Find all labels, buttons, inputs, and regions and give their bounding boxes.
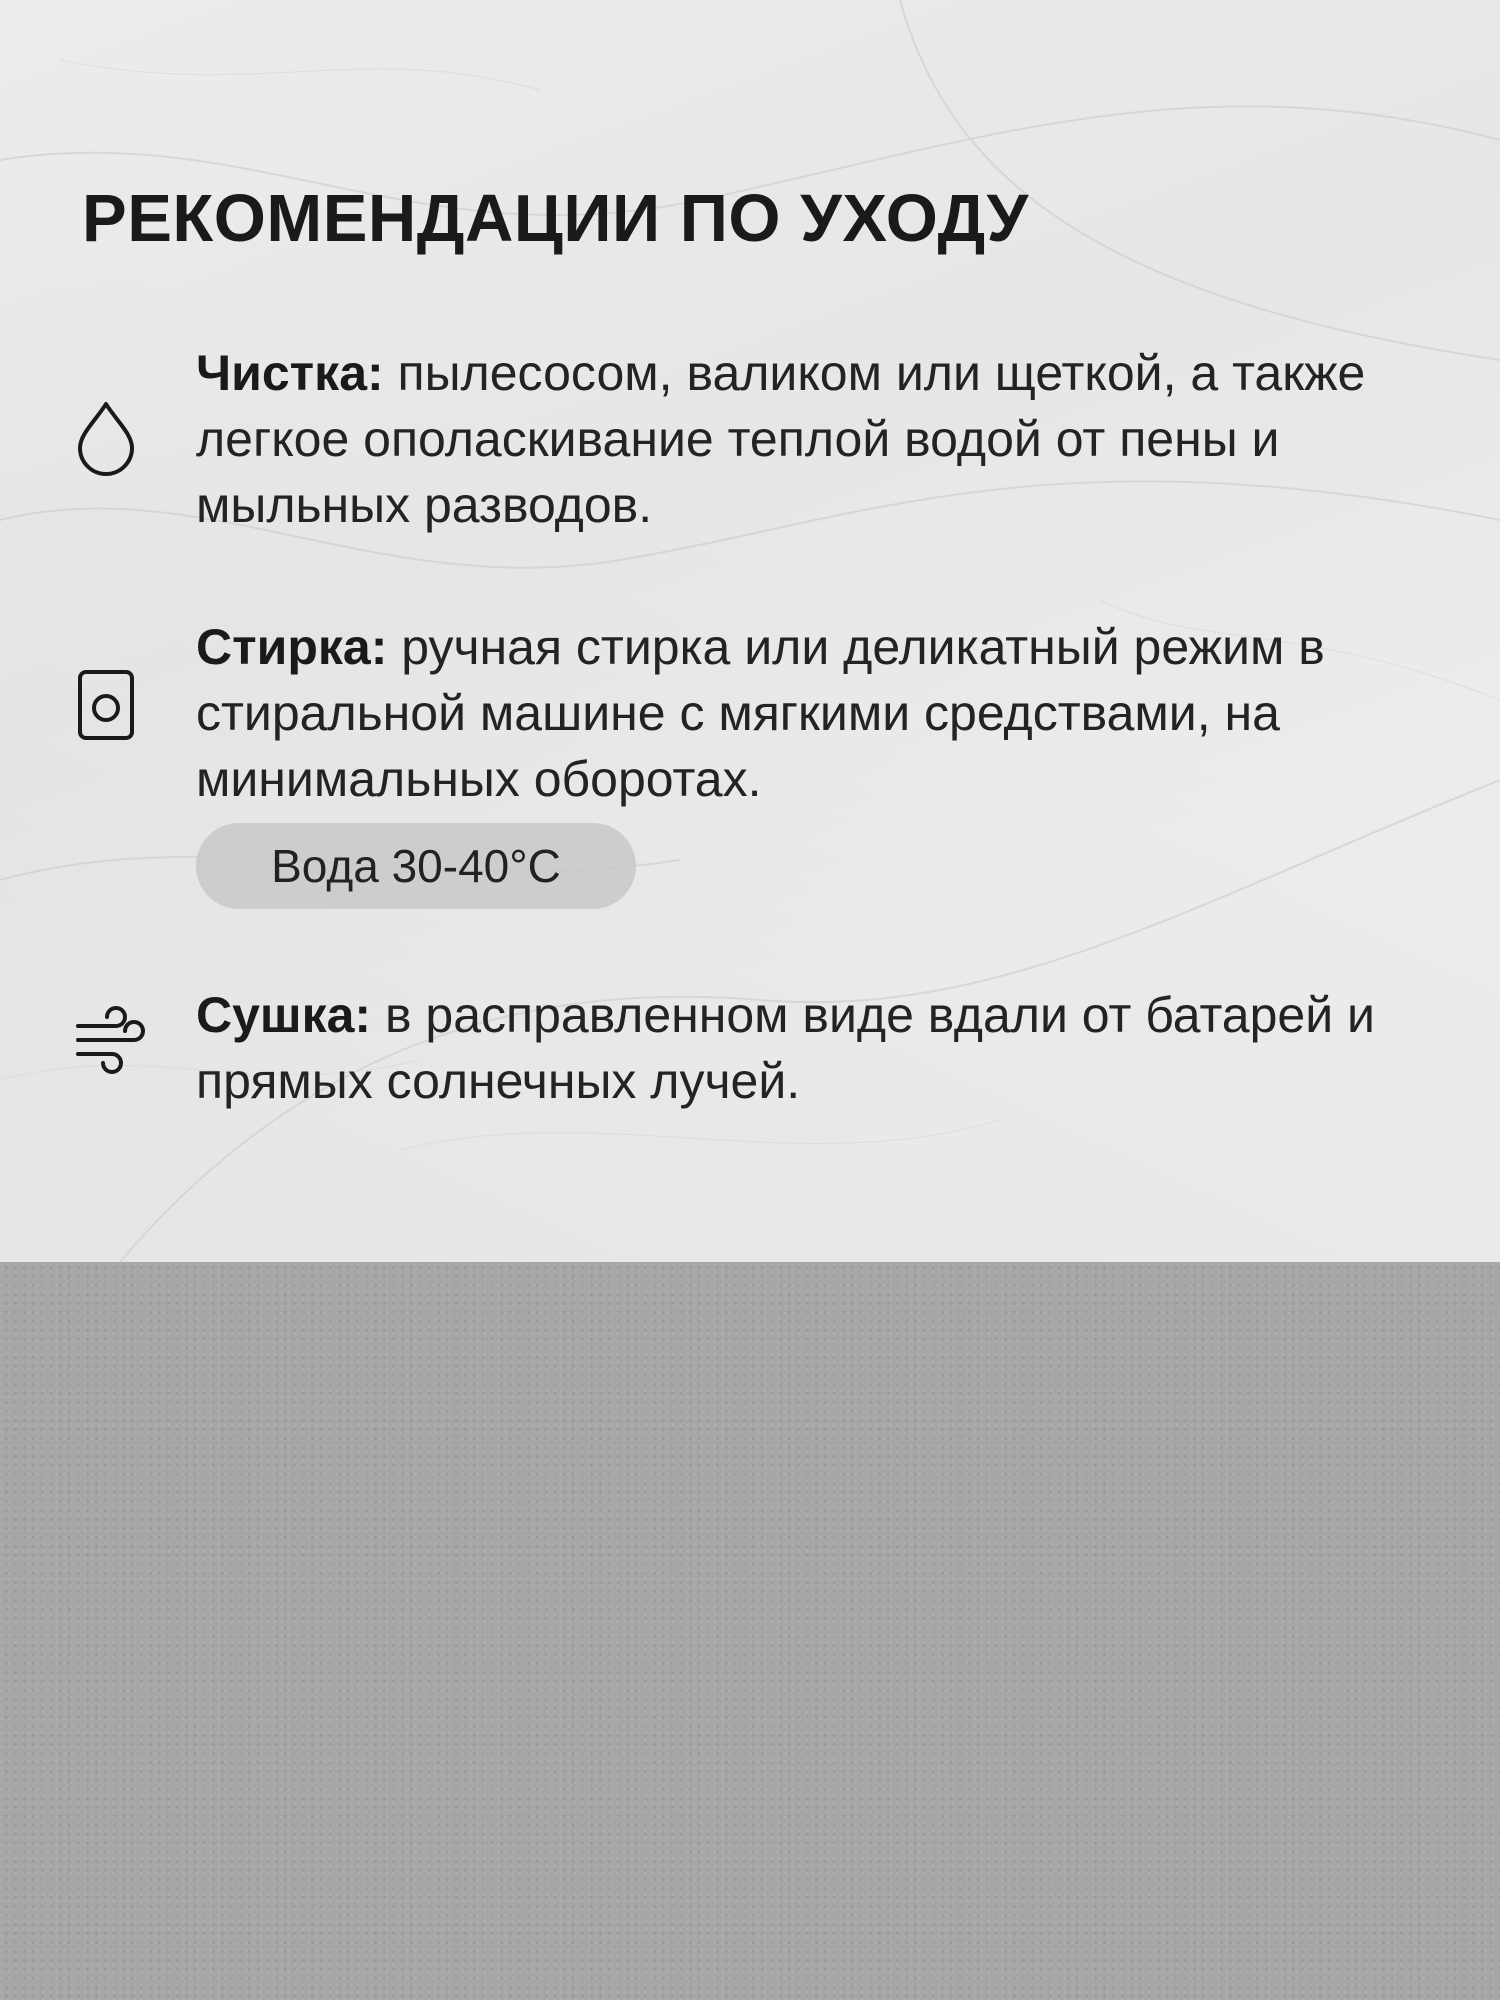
care-item-washing-label: Стирка: bbox=[196, 619, 388, 675]
care-item-drying-text bbox=[196, 982, 1436, 1114]
care-item-cleaning-label: Чистка: bbox=[196, 345, 384, 401]
care-item-drying-label: Сушка: bbox=[196, 987, 372, 1043]
water-drop-icon bbox=[72, 396, 140, 476]
felt-texture-background bbox=[0, 1262, 1500, 2000]
care-item-drying-description: в расправленном виде вдали от батарей и прямых солнечных лучей. bbox=[196, 987, 1375, 1109]
care-item-washing-description: ручная стирка или деликатный режим в стиральной машине с мягкими средствами, на минимальных оборотах. bbox=[196, 619, 1325, 807]
care-item-cleaning-text bbox=[196, 340, 1436, 538]
care-item-cleaning-description: пылесосом, валиком или щеткой, а также легкое ополаскивание теплой водой от пены и мыльных разводов. bbox=[196, 345, 1366, 533]
washing-machine-icon bbox=[72, 664, 140, 744]
care-item-washing-text bbox=[196, 614, 1436, 812]
water-temperature-badge: Вода 30-40°С bbox=[196, 823, 636, 909]
wind-icon bbox=[72, 1000, 140, 1080]
page-title: РЕКОМЕНДАЦИИ ПО УХОДУ bbox=[82, 181, 1029, 256]
